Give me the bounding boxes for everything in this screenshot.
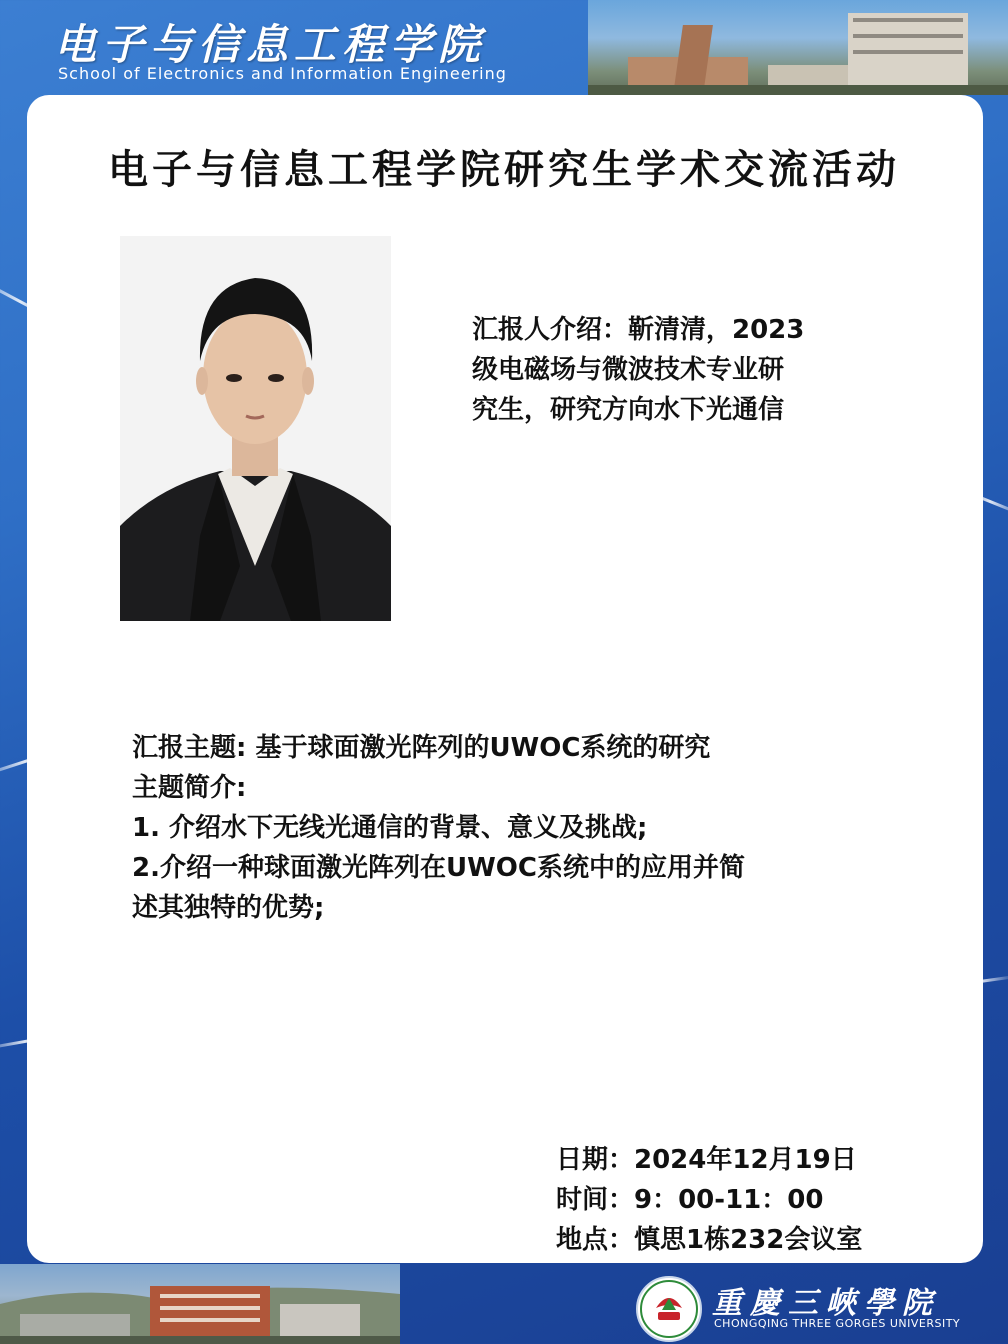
page-title: 电子与信息工程学院研究生学术交流活动 [108, 146, 900, 193]
speaker-intro-line: 汇报人介绍：靳清清，2023 [472, 315, 805, 345]
event-time: 时间：9：00-11：00 [556, 1185, 824, 1215]
topic-summary-item: 述其独特的优势; [132, 893, 325, 923]
event-date: 日期：2024年12月19日 [556, 1145, 857, 1175]
portrait-image [120, 236, 391, 621]
topic-summary-item: 1. 介绍水下无线光通信的背景、意义及挑战; [132, 813, 648, 843]
school-name-cn: 电子与信息工程学院 [54, 20, 487, 69]
speaker-intro-line: 究生，研究方向水下光通信 [472, 395, 785, 425]
topic-summary-heading: 主题简介: [132, 773, 247, 803]
campus-photo-header [588, 0, 1008, 95]
topic-summary-item: 2.介绍一种球面激光阵列在UWOC系统中的应用并简 [132, 853, 745, 883]
speaker-intro [472, 310, 872, 430]
event-location: 地点：慎思1栋232会议室 [556, 1225, 863, 1255]
university-logo [636, 1276, 702, 1342]
university-name-cn: 重慶三峽學院 [712, 1286, 940, 1321]
campus-footer-illustration [0, 1264, 400, 1344]
university-name-en: CHONGQING THREE GORGES UNIVERSITY [714, 1317, 961, 1330]
campus-photo-footer [0, 1264, 400, 1344]
event-details [556, 1140, 862, 1260]
university-seal-icon [638, 1278, 700, 1340]
topic-section [132, 728, 892, 928]
speaker-intro-line: 级电磁场与微波技术专业研 [472, 355, 785, 385]
speaker-photo [120, 236, 391, 621]
school-name-en: School of Electronics and Information Engineering [58, 64, 507, 83]
header-banner [0, 0, 1008, 95]
topic-title: 汇报主题: 基于球面激光阵列的UWOC系统的研究 [132, 733, 711, 763]
